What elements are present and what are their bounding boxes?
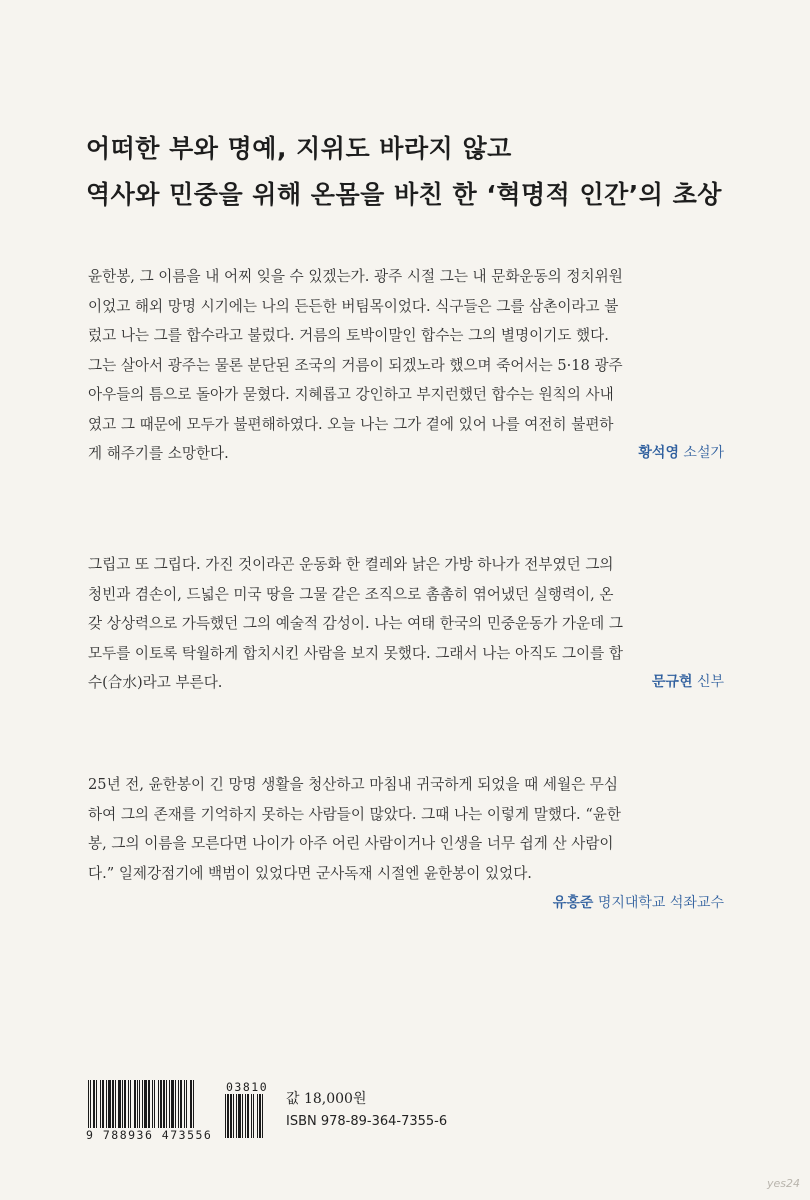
barcode-bar xyxy=(88,1080,89,1128)
barcode xyxy=(86,1080,281,1140)
barcode-bar xyxy=(225,1094,226,1138)
text-line: 아우들의 틈으로 돌아가 묻혔다. 지혜롭고 강인하고 부지런했던 합수는 원칙의 사내 xyxy=(88,386,614,403)
text-line: 그립고 또 그립다. 가진 것이라곤 운동화 한 켤레와 낡은 가방 하나가 전부였던 그의 xyxy=(88,556,614,573)
barcode-bar xyxy=(175,1080,176,1128)
addon-digits: 03810 xyxy=(226,1080,269,1094)
barcode-bar xyxy=(90,1080,91,1128)
headline-line-1: 어떠한 부와 명예, 지위도 바라지 않고 xyxy=(86,134,512,163)
author-name: 황석영 xyxy=(638,445,679,461)
barcode-bar xyxy=(238,1094,241,1138)
barcode-bar xyxy=(124,1080,126,1128)
barcode-bar xyxy=(163,1080,165,1128)
watermark: yes24 xyxy=(766,1177,800,1190)
barcode-bar xyxy=(130,1080,131,1128)
barcode-bar xyxy=(148,1080,150,1128)
barcode-bar xyxy=(257,1094,258,1138)
text-line: 그는 살아서 광주는 물론 분단된 조국의 거름이 되겠노라 했으며 죽어서는 5·18 광주 xyxy=(88,356,623,374)
barcode-bar xyxy=(139,1080,140,1128)
barcode-bar xyxy=(227,1094,229,1138)
barcode-bar xyxy=(259,1094,261,1138)
isbn-barcode-bars xyxy=(86,1080,221,1128)
barcode-bar xyxy=(100,1080,101,1128)
barcode-bar xyxy=(236,1094,237,1138)
barcode-bar xyxy=(108,1080,111,1128)
barcode-bar xyxy=(245,1094,246,1138)
barcode-bar xyxy=(144,1080,147,1128)
barcode-bar xyxy=(184,1080,185,1128)
endorsement-attribution xyxy=(638,442,724,462)
barcode-bar xyxy=(178,1080,179,1128)
barcode-bar xyxy=(247,1094,249,1138)
barcode-bar xyxy=(233,1094,234,1138)
text-line: 갖 상상력으로 가득했던 그의 예술적 감성이. 나는 여태 한국의 민중운동가 가운데 그 xyxy=(88,615,623,632)
barcode-bar xyxy=(186,1080,187,1128)
barcode-bar xyxy=(102,1080,104,1128)
text-line: 봉, 그의 이름을 모른다면 나이가 아주 어린 사람이거나 인생을 너무 쉽게 산 사람이 xyxy=(88,835,614,852)
barcode-bar xyxy=(128,1080,129,1128)
barcode-bar xyxy=(158,1080,159,1128)
text-line: 모두를 이토록 탁월하게 합치시킨 사람을 보지 못했다. 그래서 나는 아직도 그이를 합 xyxy=(88,644,623,662)
barcode-bar xyxy=(230,1094,232,1138)
price-label: 값 18,000원 xyxy=(286,1091,367,1107)
endorsement-attribution xyxy=(553,892,724,912)
barcode-bar xyxy=(112,1080,114,1128)
author-role: 신부 xyxy=(696,674,724,690)
text-line: 청빈과 겸손이, 드넓은 미국 땅을 그물 같은 조직으로 촘촘히 엮어냈던 실행력이, 온 xyxy=(88,585,614,603)
barcode-bar xyxy=(180,1080,182,1128)
barcode-bar xyxy=(115,1080,116,1128)
text-line: 하여 그의 존재를 기억하지 못하는 사람들이 많았다. 그때 나는 이렇게 말했다. “윤한 xyxy=(88,805,621,823)
barcode-bar xyxy=(118,1080,121,1128)
text-line: 렀고 나는 그를 합수라고 불렀다. 거름의 토박이말인 합수는 그의 별명이기도 했다. xyxy=(88,327,609,344)
barcode-bar xyxy=(166,1080,167,1128)
barcode-bar xyxy=(137,1080,138,1128)
barcode-bar xyxy=(93,1080,95,1128)
barcode-bar xyxy=(169,1080,170,1128)
author-role: 명지대학교 석좌교수 xyxy=(597,895,724,911)
text-line: 이었고 해외 망명 시기에는 나의 든든한 버팀목이었다. 식구들은 그를 삼촌이라고 불 xyxy=(88,297,619,315)
author-role: 소설가 xyxy=(683,445,724,461)
barcode-bar xyxy=(122,1080,123,1128)
barcode-bar xyxy=(190,1080,192,1128)
addon-barcode-bars xyxy=(224,1094,276,1138)
endorsement-attribution xyxy=(652,671,724,691)
barcode-bar xyxy=(106,1080,107,1128)
endorsement-2 xyxy=(88,550,724,698)
text-line: 게 해주기를 소망한다. xyxy=(88,445,229,462)
text-line: 윤한봉, 그 이름을 내 어찌 잊을 수 있겠는가. 광주 시절 그는 내 문화운동의 정치위원 xyxy=(88,268,623,285)
barcode-bar xyxy=(253,1094,254,1138)
barcode-bar xyxy=(242,1094,243,1138)
barcode-bar xyxy=(134,1080,136,1128)
barcode-bar xyxy=(96,1080,97,1128)
endorsement-1 xyxy=(88,262,724,469)
text-line: 였고 그 때문에 모두가 불편해하였다. 오늘 나는 그가 곁에 있어 나를 여전히 불편하 xyxy=(88,415,614,433)
author-name: 문규현 xyxy=(651,674,693,690)
barcode-bar xyxy=(171,1080,174,1128)
endorsement-3 xyxy=(88,770,724,911)
endorsement-text xyxy=(88,550,724,698)
barcode-bar xyxy=(262,1094,263,1138)
barcode-bar xyxy=(152,1080,153,1128)
text-line: 다.” 일제강점기에 백범이 있었다면 군사독재 시절엔 윤한봉이 있었다. xyxy=(88,864,532,882)
text-line: 수(合水)라고 부른다. xyxy=(88,674,223,691)
isbn-label: ISBN 978-89-364-7355-6 xyxy=(286,1114,448,1129)
endorsement-text xyxy=(88,770,724,888)
headline xyxy=(86,126,766,218)
author-name: 유홍준 xyxy=(552,895,594,911)
text-line: 25년 전, 윤한봉이 긴 망명 생활을 청산하고 마침내 귀국하게 되었을 때 세월은 무심 xyxy=(88,776,619,793)
barcode-bar xyxy=(160,1080,162,1128)
barcode-bar xyxy=(251,1094,252,1138)
barcode-digits: 9 788936 473556 xyxy=(86,1128,213,1142)
headline-line-2: 역사와 민중을 위해 온몸을 바친 한 ‘혁명적 인간’의 초상 xyxy=(86,180,722,209)
barcode-bar xyxy=(154,1080,155,1128)
barcode-bar xyxy=(193,1080,194,1128)
endorsement-text xyxy=(88,262,724,469)
barcode-bar xyxy=(142,1080,143,1128)
